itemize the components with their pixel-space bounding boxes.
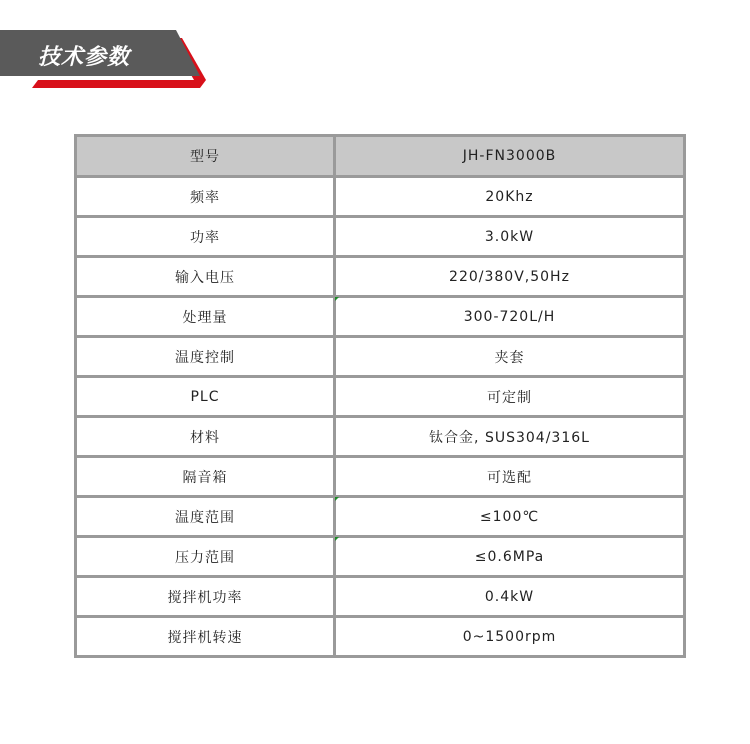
table-row bbox=[76, 497, 685, 537]
table-row bbox=[76, 217, 685, 257]
spec-table bbox=[74, 134, 686, 658]
row-value-text: ≤0.6MPa bbox=[474, 548, 545, 565]
table-row bbox=[76, 297, 685, 337]
row-value-cell: 可选配 bbox=[335, 457, 685, 497]
row-label-cell: 功率 bbox=[76, 217, 335, 257]
header-label-cell: 型号 bbox=[76, 136, 335, 177]
header-value-cell: JH-FN3000B bbox=[335, 136, 685, 177]
table-row bbox=[76, 617, 685, 657]
table-row bbox=[76, 337, 685, 377]
cell-corner-mark bbox=[335, 297, 339, 301]
table-row bbox=[76, 417, 685, 457]
row-label-cell: 温度控制 bbox=[76, 337, 335, 377]
row-label-cell: 温度范围 bbox=[76, 497, 335, 537]
row-value-cell: 20Khz bbox=[335, 177, 685, 217]
cell-corner-mark bbox=[335, 497, 339, 501]
row-value-cell: 钛合金, SUS304/316L bbox=[335, 417, 685, 457]
row-value-cell: 0.4kW bbox=[335, 577, 685, 617]
row-label-cell: 隔音箱 bbox=[76, 457, 335, 497]
row-value-cell bbox=[335, 537, 685, 577]
table-row bbox=[76, 457, 685, 497]
row-label-cell: 频率 bbox=[76, 177, 335, 217]
row-label-cell: 搅拌机转速 bbox=[76, 617, 335, 657]
row-label-cell: 输入电压 bbox=[76, 257, 335, 297]
row-label-cell: PLC bbox=[76, 377, 335, 417]
row-value-cell: 0~1500rpm bbox=[335, 617, 685, 657]
row-value-text: 300-720L/H bbox=[463, 308, 556, 325]
cell-corner-mark bbox=[335, 537, 339, 541]
table-row bbox=[76, 257, 685, 297]
row-value-cell: 夹套 bbox=[335, 337, 685, 377]
row-value-cell bbox=[335, 297, 685, 337]
section-banner bbox=[0, 30, 210, 90]
table-row bbox=[76, 177, 685, 217]
row-value-cell: 220/380V,50Hz bbox=[335, 257, 685, 297]
spec-table-container bbox=[74, 134, 686, 658]
row-value-cell bbox=[335, 497, 685, 537]
table-row bbox=[76, 537, 685, 577]
row-value-cell: 3.0kW bbox=[335, 217, 685, 257]
table-row bbox=[76, 577, 685, 617]
row-value-text: ≤100℃ bbox=[479, 508, 540, 525]
row-value-cell: 可定制 bbox=[335, 377, 685, 417]
table-header-row bbox=[76, 136, 685, 177]
row-label-cell: 材料 bbox=[76, 417, 335, 457]
row-label-cell: 搅拌机功率 bbox=[76, 577, 335, 617]
row-label-cell: 处理量 bbox=[76, 297, 335, 337]
row-label-cell: 压力范围 bbox=[76, 537, 335, 577]
table-row bbox=[76, 377, 685, 417]
section-title: 技术参数 bbox=[38, 45, 131, 70]
